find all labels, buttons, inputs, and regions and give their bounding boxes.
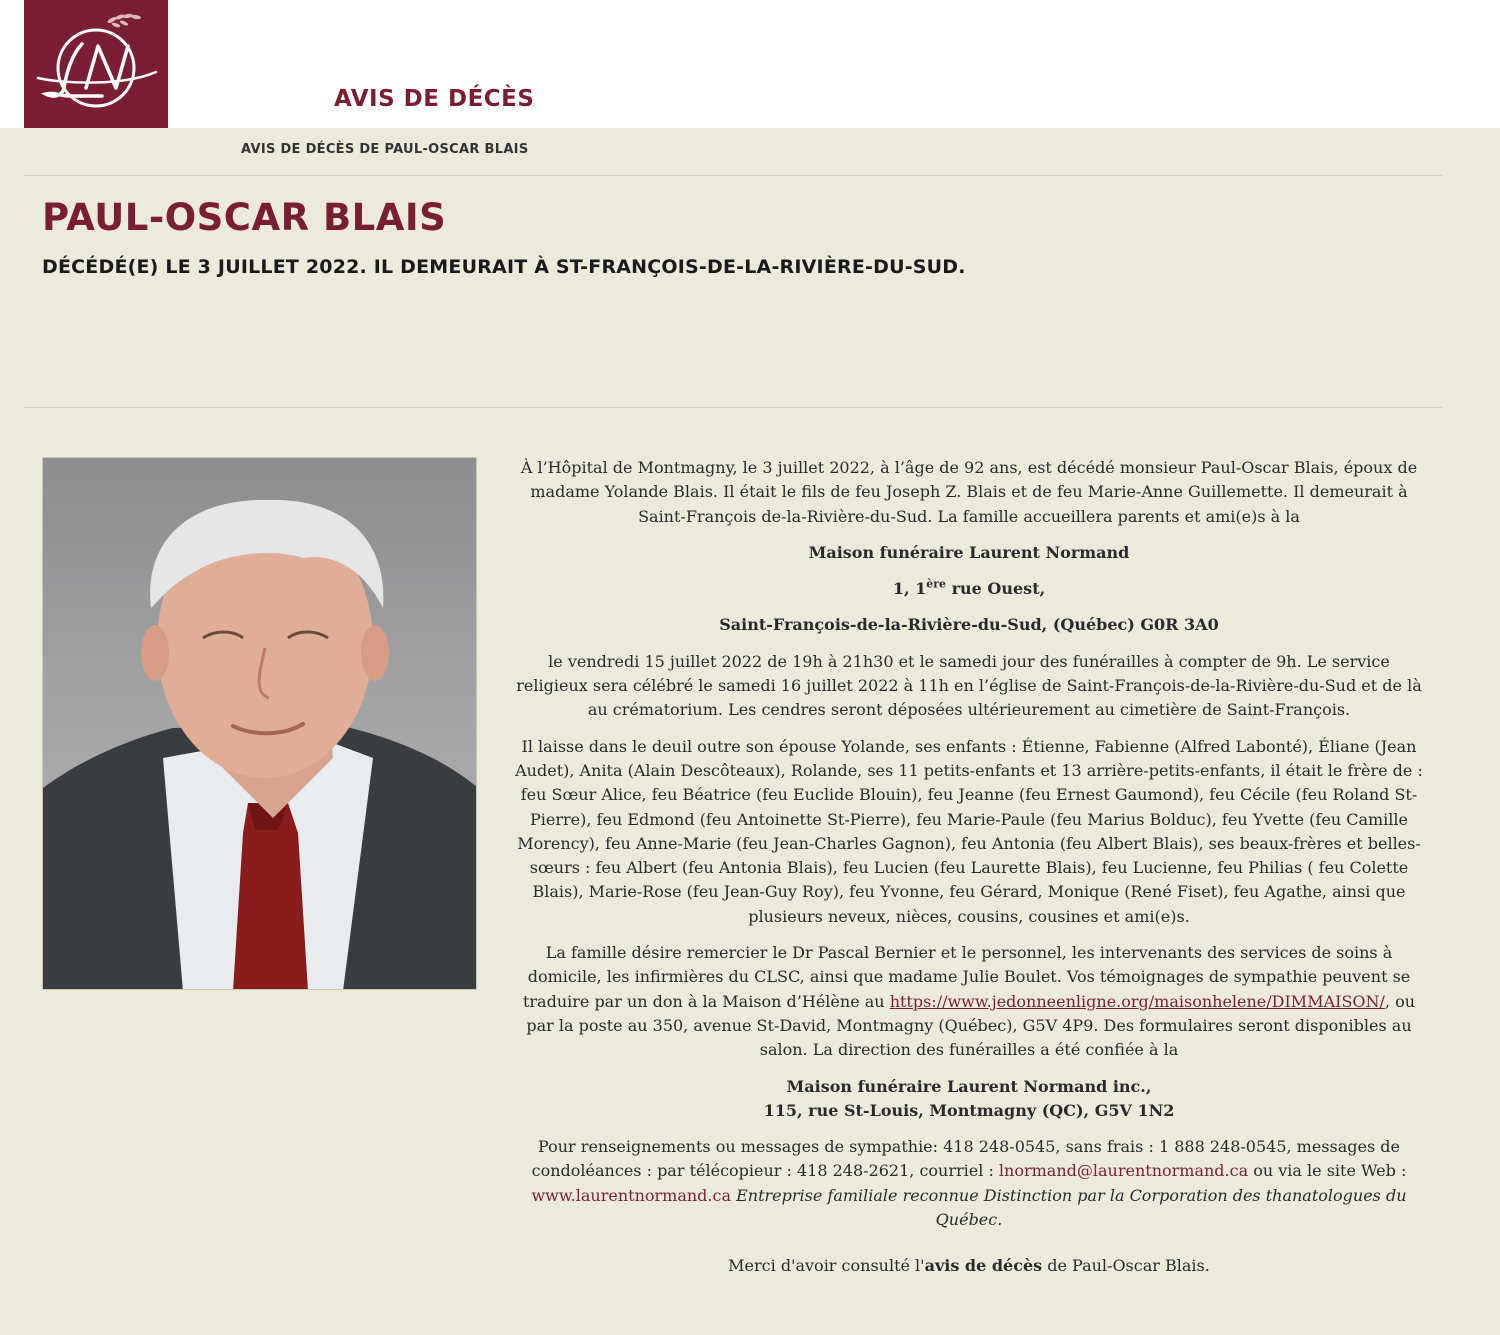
venue-address-prefix: 1, 1 <box>892 579 927 599</box>
closing-before: Merci d'avoir consulté l' <box>728 1256 925 1276</box>
contact-text-before: Pour renseignements ou messages de sympathie: 418 248-0545, sans frais : 1 888 248-0545, messages de condoléances : par télécopieur : 418 248-2621, courriel : <box>531 1137 1400 1181</box>
divider <box>24 175 1442 176</box>
ln-monogram-icon <box>24 0 168 128</box>
portrait-image <box>43 458 477 990</box>
website-link[interactable]: www.laurentnormand.ca <box>531 1185 731 1205</box>
death-subtitle: DÉCÉDÉ(E) LE 3 JUILLET 2022. IL DEMEURAIT À ST-FRANÇOIS-DE-LA-RIVIÈRE-DU-SUD. <box>42 256 966 278</box>
venue-address-sup: ère <box>926 577 947 591</box>
family-paragraph: Il laisse dans le deuil outre son épouse Yolande, ses enfants : Étienne, Fabienne (Alfred Labonté), Éliane (Jean Audet), Anita (Alain Descôteaux), Rolande, ses 11 petits-enfants et 13 arrière-petits-enfants, il était le frère de : feu Sœur Alice, feu Béatrice (feu Euclide Blouin), feu Jeanne (feu Ernest Gaumond), feu Cécile (feu Roland St-Pierre), feu Edmond (feu Antoinette St-Pierre), feu Marie-Paule (feu Marius Bolduc), feu Yvette (feu Camille Morency), feu Anne-Marie (feu Jean-Charles Gagnon), feu Antonia (feu Albert Blais), ses beaux-frères et belles-sœurs : feu Albert (feu Antonia Blais), feu Lucien (feu Laurette Blais), feu Lucienne, feu Philias ( feu Colette Blais), Marie-Rose (feu Jean-Guy Roy), feu Yvonne, feu Gérard, Monique (René Fiset), feu Agathe, ainsi que plusieurs neveux, nièces, cousins, cousines et ami(e)s. <box>515 736 1423 926</box>
schedule-paragraph: le vendredi 15 juillet 2022 de 19h à 21h30 et le samedi jour des funérailles à compter de 9h. Le service religieux sera célébré le samedi 16 juillet 2022 à 11h en l’église de Saint-François-de-la-Rivière-du-Sud et de là au crématorium. Les cendres seront déposées ultérieurement au cimetière de Saint-François. <box>516 651 1422 720</box>
section-nav-title[interactable]: AVIS DE DÉCÈS <box>334 86 535 112</box>
donation-link[interactable]: https://www.jedonneenligne.org/maisonhelene/DIMMAISON/ <box>889 991 1385 1011</box>
director-name: Maison funéraire Laurent Normand inc., <box>786 1076 1152 1096</box>
thanks-text-before: La famille désire remercier le Dr Pascal Bernier et le personnel, les intervenants des services de soins à domicile, les infirmières du CLSC, ainsi que madame Julie Boulet. Vos témoignages de sympathie peuvent se traduire par un don à la Maison d’Hélène au <box>522 943 1411 1011</box>
obituary-body <box>514 456 1424 1291</box>
contact-paragraph <box>514 1135 1424 1232</box>
distinction-text: Entreprise familiale reconnue Distinction par la Corporation des thanatologues du Québec. <box>731 1185 1407 1230</box>
email-link[interactable]: lnormand@laurentnormand.ca <box>998 1161 1249 1181</box>
director-address: 115, rue St-Louis, Montmagny (QC), G5V 1N2 <box>763 1100 1175 1120</box>
thanks-text-after: , ou par la poste au 350, avenue St-David, Montmagny (Québec), G5V 4P9. Des formulaires seront disponibles au salon. La direction des funérailles a été confiée à la <box>526 991 1416 1060</box>
portrait-photo <box>42 457 477 990</box>
deceased-name: PAUL-OSCAR BLAIS <box>42 196 447 239</box>
intro-paragraph: À l’Hôpital de Montmagny, le 3 juillet 2022, à l’âge de 92 ans, est décédé monsieur Paul-Oscar Blais, époux de madame Yolande Blais. Il était le fils de feu Joseph Z. Blais et de feu Marie-Anne Guillemette. Il demeurait à Saint-François de-la-Rivière-du-Sud. La famille accueillera parents et ami(e)s à la <box>520 458 1418 526</box>
closing-bold: avis de décès <box>924 1256 1043 1276</box>
closing-after: de Paul-Oscar Blais. <box>1042 1256 1210 1276</box>
venue-name: Maison funéraire Laurent Normand <box>808 542 1130 562</box>
venue-address <box>514 577 1424 601</box>
divider <box>24 407 1442 408</box>
venue-city: Saint-François-de-la-Rivière-du-Sud, (Québec) G0R 3A0 <box>719 615 1219 635</box>
closing-message <box>514 1254 1424 1278</box>
top-header <box>0 0 1500 128</box>
logo[interactable] <box>24 0 168 128</box>
breadcrumb[interactable]: AVIS DE DÉCÈS DE PAUL-OSCAR BLAIS <box>241 142 529 157</box>
venue-address-suffix: rue Ouest, <box>946 579 1046 599</box>
thanks-paragraph <box>514 941 1424 1062</box>
contact-text-mid: ou via le site Web : <box>1248 1161 1407 1181</box>
